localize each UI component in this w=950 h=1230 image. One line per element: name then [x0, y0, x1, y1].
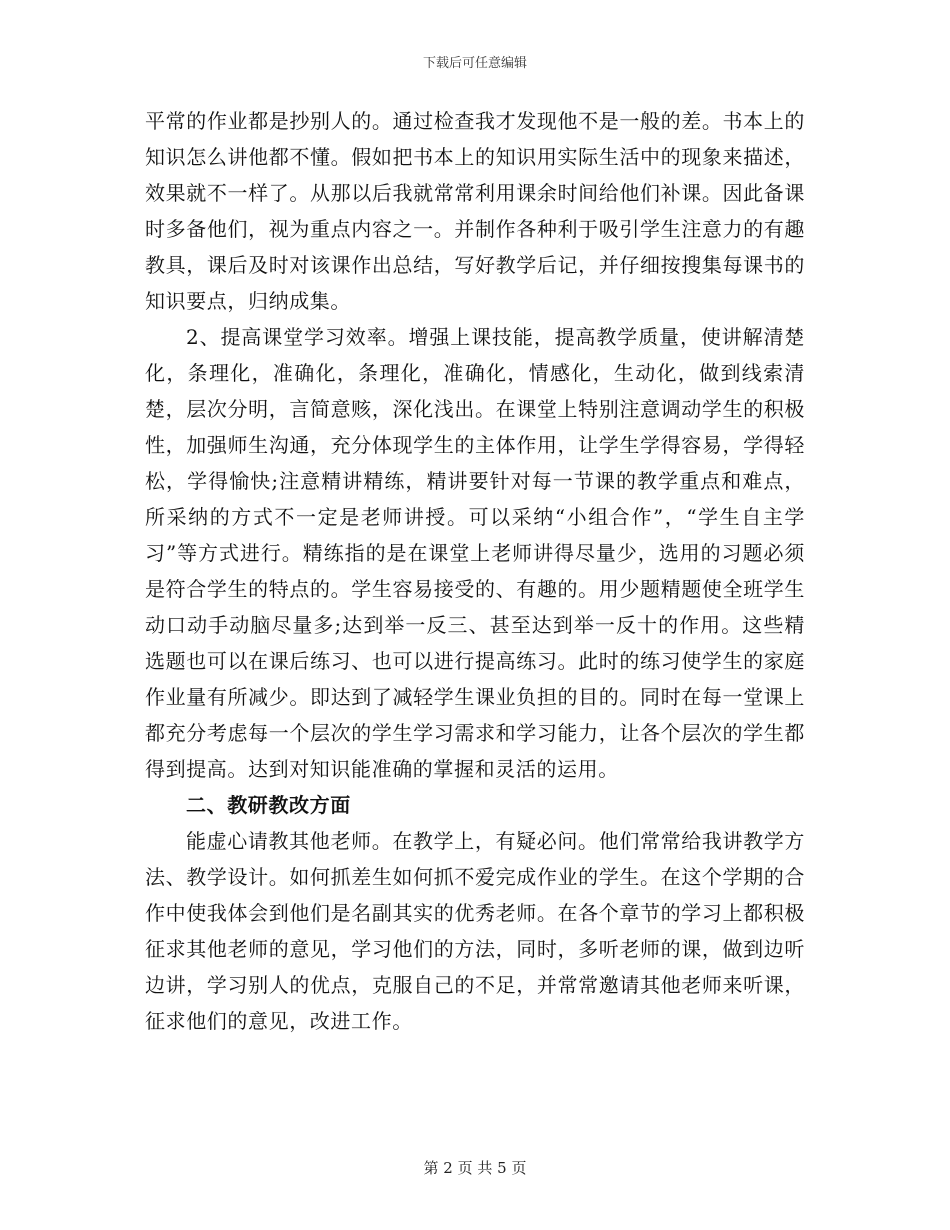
- document-body: [145, 103, 805, 1039]
- page-number-footer: 第 2 页 共 5 页: [423, 1159, 527, 1177]
- paragraph-continued: 平常的作业都是抄别人的。通过检查我才发现他不是一般的差。书本上的知识怎么讲他都不懂。假如把书本上的知识用实际生活中的现象来描述，效果就不一样了。从那以后我就常常利用课余时间给他们补课。因此备课时多备他们，视为重点内容之一。并制作各种利于吸引学生注意力的有趣教具，课后及时对该课作出总结，写好教学后记，并仔细按搜集每课书的知识要点，归纳成集。: [145, 109, 805, 313]
- paragraph-classroom-efficiency: 2、提高课堂学习效率。增强上课技能，提高教学质量，使讲解清楚化，条理化，准确化，条理化，准确化，情感化，生动化，做到线索清楚，层次分明，言简意赅，深化浅出。在课堂上特别注意调动学生的积极性，加强师生沟通，充分体现学生的主体作用，让学生学得容易，学得轻松，学得愉快;注意精讲精练，精讲要针对每一节课的教学重点和难点，所采纳的方式不一定是老师讲授。可以采纳“小组合作”，“学生自主学习”等方式进行。精练指的是在课堂上老师讲得尽量少，选用的习题必须是符合学生的特点的。学生容易接受的、有趣的。用少题精题使全班学生动口动手动脑尽量多;达到举一反三、甚至达到举一反十的作用。这些精选题也可以在课后练习、也可以进行提高练习。此时的练习使学生的家庭作业量有所减少。即达到了减轻学生课业负担的目的。同时在每一堂课上都充分考虑每一个层次的学生学习需求和学习能力，让各个层次的学生都得到提高。达到对知识能准确的掌握和灵活的运用。: [145, 325, 805, 781]
- page-header: 下载后可任意编辑: [422, 56, 527, 71]
- paragraph-research: 能虚心请教其他老师。在教学上，有疑必问。他们常常给我讲教学方法、教学设计。如何抓差生如何抓不爱完成作业的学生。在这个学期的合作中使我体会到他们是名副其实的优秀老师。在各个章节的学习上都积极征求其他老师的意见，学习他们的方法，同时，多听老师的课，做到边听边讲，学习别人的优点，克服自己的不足，并常常邀请其他老师来听课，征求他们的意见，改进工作。: [145, 829, 805, 1033]
- section-heading-research: 二、教研教改方面: [186, 793, 351, 817]
